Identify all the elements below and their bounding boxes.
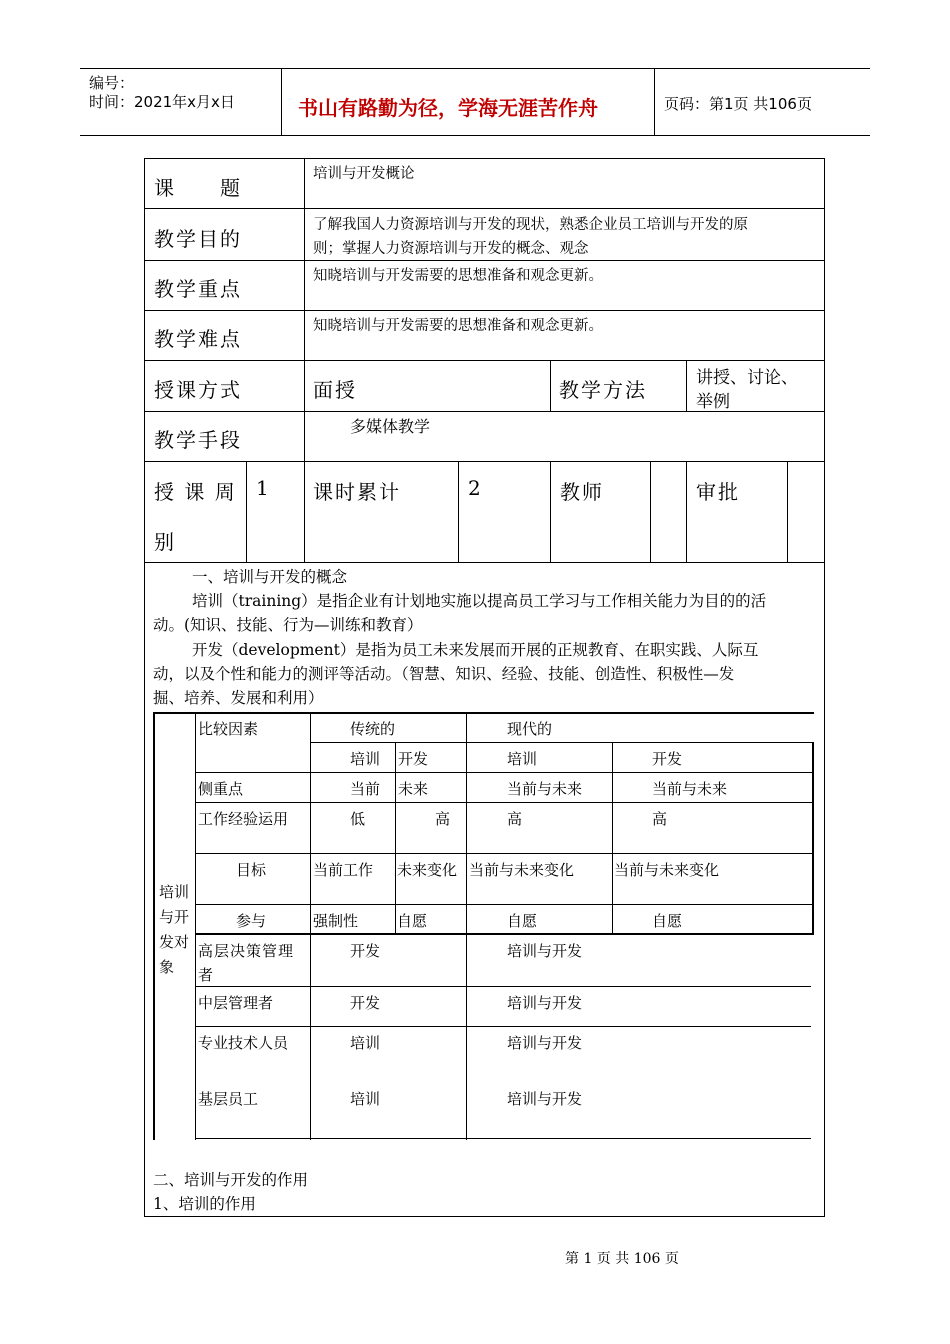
table-cell: 自愿 [507, 912, 538, 930]
table-cell: 培训与开发 [507, 1034, 583, 1052]
side-label: 培训 与开 发对 象 [159, 883, 190, 976]
table-cell: 未来 [398, 780, 429, 798]
week-label-1: 授 课 周 [154, 480, 237, 504]
target-label: 专业技术人员 [198, 1034, 289, 1052]
table-cell: 当前 [350, 780, 381, 798]
table-cell: 当前与未来变化 [614, 861, 720, 879]
section-heading-2: 二、培训与开发的作用 [153, 1171, 309, 1189]
teacher-label: 教师 [560, 480, 604, 504]
table-cell: 培训与开发 [507, 994, 583, 1012]
factor-header: 比较因素 [198, 720, 259, 738]
page-footer: 第 1 页 共 106 页 [565, 1251, 679, 1267]
table-cell: 高 [652, 810, 668, 828]
goal-label: 教学目的 [154, 227, 242, 251]
table-cell: 当前与未来变化 [469, 861, 575, 879]
target-label: 中层管理者 [198, 994, 274, 1012]
table-cell: 自愿 [397, 912, 428, 930]
mode-label: 授课方式 [154, 378, 242, 402]
method-line-2: 举例 [696, 392, 730, 412]
training-definition-line-1: 培训（training）是指企业有计划地实施以提高员工学习与工作相关能力为目的的活 [192, 592, 767, 610]
means-value: 多媒体教学 [350, 417, 431, 436]
table-cell: 培训与开发 [507, 942, 583, 960]
focus-label: 教学重点 [154, 277, 242, 301]
row-label: 参与 [236, 912, 267, 930]
target-label: 基层员工 [198, 1090, 259, 1108]
topic-value: 培训与开发概论 [313, 166, 415, 182]
topic-label: 课 题 [154, 176, 242, 200]
doc-number-label: 编号： [89, 74, 135, 92]
method-label: 教学方法 [559, 378, 647, 402]
table-cell: 高 [435, 810, 451, 828]
development-definition-line-2: 动，以及个性和能力的测评等活动。（智慧、知识、经验、技能、创造性、积极性—发 [153, 665, 735, 683]
table-cell: 培训 [350, 1090, 381, 1108]
page-counter: 页码：第1页 共106页 [664, 95, 812, 113]
table-cell: 自愿 [652, 912, 683, 930]
week-value: 1 [256, 476, 271, 500]
development-definition-line-3: 掘、培养、发展和利用） [153, 689, 324, 707]
goal-line-1: 了解我国人力资源培训与开发的现状，熟悉企业员工培训与开发的原 [313, 217, 748, 233]
row-label: 侧重点 [198, 780, 244, 798]
table-cell: 开发 [350, 942, 381, 960]
difficulty-label: 教学难点 [154, 327, 242, 351]
table-cell: 当前与未来 [507, 780, 583, 798]
table-cell: 当前工作 [313, 861, 374, 879]
development-definition-line-1: 开发（development）是指为员工未来发展而开展的正规教育、在职实践、人际互 [192, 641, 759, 659]
table-cell: 开发 [350, 994, 381, 1012]
sub-header-cell: 培训 [350, 750, 381, 768]
hours-value: 2 [468, 476, 483, 500]
section-heading-1: 一、培训与开发的概念 [192, 568, 348, 586]
traditional-header: 传统的 [350, 720, 396, 738]
sub-header-cell: 培训 [507, 750, 538, 768]
table-cell: 高 [507, 810, 523, 828]
sub-header-cell: 开发 [652, 750, 683, 768]
row-label: 目标 [236, 861, 267, 879]
modern-header: 现代的 [507, 720, 553, 738]
week-label-2: 别 [154, 530, 176, 554]
means-label: 教学手段 [154, 428, 242, 452]
row-label: 工作经验运用 [198, 810, 289, 828]
section-heading-3: 1、培训的作用 [153, 1195, 256, 1213]
table-cell: 强制性 [313, 912, 359, 930]
header-motto: 书山有路勤为径，学海无涯苦作舟 [298, 96, 598, 120]
approve-label: 审批 [696, 480, 740, 504]
target-label: 高层决策管理 [198, 942, 295, 960]
sub-header-cell: 开发 [398, 750, 429, 768]
method-line-1: 讲授、讨论、 [696, 368, 798, 388]
target-label: 者 [198, 966, 214, 984]
focus-value: 知晓培训与开发需要的思想准备和观念更新。 [313, 268, 603, 284]
table-cell: 当前与未来 [652, 780, 728, 798]
difficulty-value: 知晓培训与开发需要的思想准备和观念更新。 [313, 318, 603, 334]
goal-line-2: 则；掌握人力资源培训与开发的概念、观念 [313, 241, 589, 257]
training-definition-line-2: 动。(知识、技能、行为—训练和教育） [153, 616, 423, 634]
hours-label: 课时累计 [313, 480, 401, 504]
doc-date: 时间：2021年x月x日 [89, 93, 235, 111]
table-cell: 培训与开发 [507, 1090, 583, 1108]
mode-value: 面授 [313, 378, 357, 402]
table-cell: 培训 [350, 1034, 381, 1052]
table-cell: 未来变化 [397, 861, 458, 879]
table-cell: 低 [350, 810, 366, 828]
